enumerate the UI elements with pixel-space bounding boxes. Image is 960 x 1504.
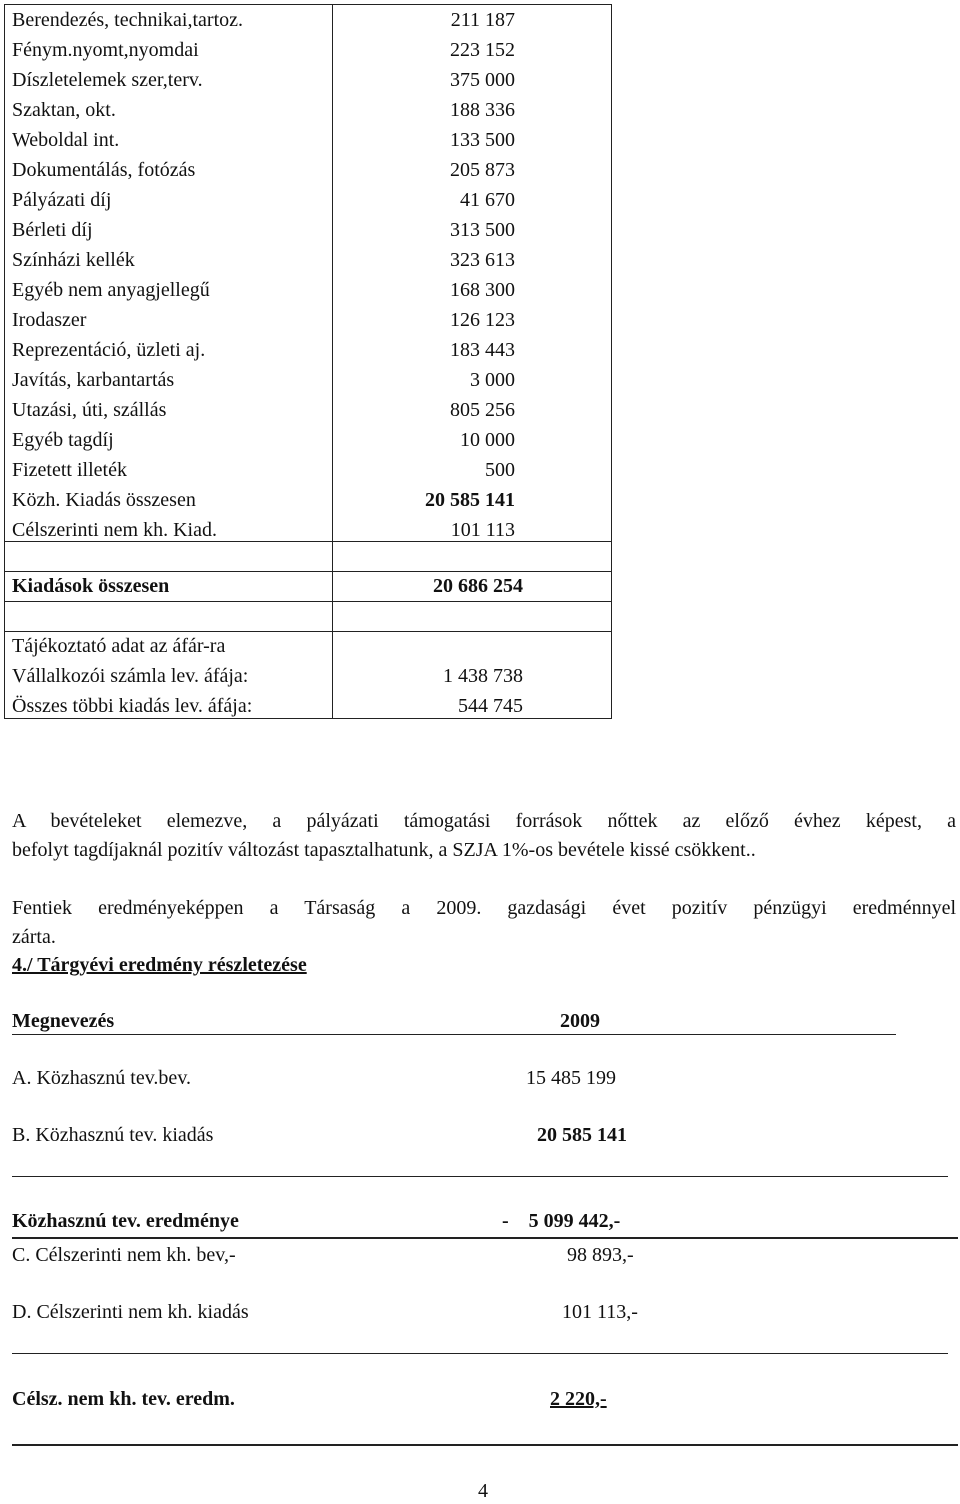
vat-row: [5, 691, 611, 721]
result-row-label: D. Célszerinti nem kh. kiadás: [12, 1301, 249, 1323]
header-label: Megnevezés: [12, 1010, 115, 1032]
row-value: 375 000: [450, 69, 515, 91]
row-value: 41 670: [460, 189, 515, 211]
vat-value: 1 438 738: [443, 665, 523, 687]
table-row: [5, 125, 611, 155]
result-row-value: - 5 099 442,-: [502, 1210, 621, 1232]
table-row: [5, 155, 611, 185]
row-value: 10 000: [460, 429, 515, 451]
result-row-value: 15 485 199: [526, 1067, 616, 1089]
row-value: 323 613: [450, 249, 515, 271]
row-label: Reprezentáció, üzleti aj.: [12, 339, 206, 361]
result-row-value: 20 585 141: [537, 1124, 627, 1146]
vat-label: Összes többi kiadás lev. áfája:: [12, 695, 253, 717]
paragraph-line: befolyt tagdíjaknál pozitív változást tapasztalhatunk, a SZJA 1%-os bevétele kissé csökkent..: [12, 839, 756, 861]
table-row: [5, 335, 611, 365]
row-value: 183 443: [450, 339, 515, 361]
row-label: Célszerinti nem kh. Kiad.: [12, 519, 217, 541]
row-label: Dokumentálás, fotózás: [12, 159, 196, 181]
row-label: Bérleti díj: [12, 219, 93, 241]
total-label: Kiadások összesen: [12, 575, 170, 597]
row-value: 805 256: [450, 399, 515, 421]
row-label: Javítás, karbantartás: [12, 369, 175, 391]
row-label: Szaktan, okt.: [12, 99, 116, 121]
table-row: [5, 215, 611, 245]
row-value: 188 336: [450, 99, 515, 121]
table-row: [5, 365, 611, 395]
table-row: [5, 395, 611, 425]
paragraph-line: A bevételeket elemezve, a pályázati támogatási források nőttek az előző évhez képest, a: [12, 810, 956, 832]
info-title: Tájékoztató adat az áfár-ra: [12, 635, 226, 657]
row-label: Közh. Kiadás összesen: [12, 489, 196, 511]
row-label: Egyéb nem anyagjellegű: [12, 279, 210, 301]
row-divider: [5, 601, 611, 602]
row-label: Pályázati díj: [12, 189, 112, 211]
page-number: 4: [478, 1480, 488, 1502]
row-value: 211 187: [450, 9, 515, 31]
result-row-label: B. Közhasznú tev. kiadás: [12, 1124, 214, 1146]
result-paragraph: [12, 894, 956, 952]
row-label: Weboldal int.: [12, 129, 120, 151]
vat-label: Vállalkozói számla lev. áfája:: [12, 665, 249, 687]
row-value: 500: [485, 459, 515, 481]
divider-line: [12, 1237, 958, 1239]
result-row-label: C. Célszerinti nem kh. bev,-: [12, 1244, 236, 1266]
table-row: [5, 515, 611, 545]
result-row-label: Közhasznú tev. eredménye: [12, 1210, 239, 1232]
row-value: 133 500: [450, 129, 515, 151]
result-row-label: Célsz. nem kh. tev. eredm.: [12, 1388, 235, 1410]
row-value: 101 113: [450, 519, 515, 541]
table-row: [5, 245, 611, 275]
table-row: [5, 485, 611, 515]
row-label: Színházi kellék: [12, 249, 135, 271]
row-label: Fénym.nyomt,nyomdai: [12, 39, 199, 61]
row-value: 205 873: [450, 159, 515, 181]
result-row-label: A. Közhasznú tev.bev.: [12, 1067, 192, 1089]
header-underline: [12, 1034, 896, 1035]
table-row: [5, 185, 611, 215]
table-row: [5, 425, 611, 455]
vat-value: 544 745: [458, 695, 523, 717]
result-row-value: 2 220,-: [550, 1388, 607, 1410]
row-label: Utazási, úti, szállás: [12, 399, 167, 421]
row-value: 3 000: [470, 369, 515, 391]
header-year: 2009: [560, 1010, 600, 1032]
row-value: 20 585 141: [425, 489, 515, 511]
row-label: Egyéb tagdíj: [12, 429, 114, 451]
table-row: [5, 35, 611, 65]
table-row: [5, 5, 611, 35]
row-label: Fizetett illeték: [12, 459, 127, 481]
total-row: [5, 571, 611, 601]
row-label: Berendezés, technikai,tartoz.: [12, 9, 243, 31]
divider-line: [12, 1444, 958, 1446]
row-value: 223 152: [450, 39, 515, 61]
table-row: [5, 275, 611, 305]
row-label: Díszletelemek szer,terv.: [12, 69, 203, 91]
row-value: 313 500: [450, 219, 515, 241]
divider-line: [12, 1353, 948, 1354]
paragraph-line: zárta.: [12, 926, 56, 948]
table-row: [5, 305, 611, 335]
table-row: [5, 455, 611, 485]
total-value: 20 686 254: [433, 575, 523, 597]
divider-line: [12, 1176, 948, 1177]
row-label: Irodaszer: [12, 309, 87, 331]
expense-table: [4, 4, 612, 719]
analysis-paragraph: [12, 807, 956, 865]
table-row: [5, 95, 611, 125]
paragraph-line: Fentiek eredményeképpen a Társaság a 2009. gazdasági évet pozitív pénzügyi eredménnyel: [12, 897, 956, 919]
row-value: 126 123: [450, 309, 515, 331]
info-title-row: [5, 631, 611, 661]
vat-row: [5, 661, 611, 691]
table-row: [5, 65, 611, 95]
section-heading: 4./ Tárgyévi eredmény részletezése: [12, 954, 307, 976]
row-value: 168 300: [450, 279, 515, 301]
result-row-value: 98 893,-: [567, 1244, 634, 1266]
result-row-value: 101 113,-: [562, 1301, 638, 1323]
